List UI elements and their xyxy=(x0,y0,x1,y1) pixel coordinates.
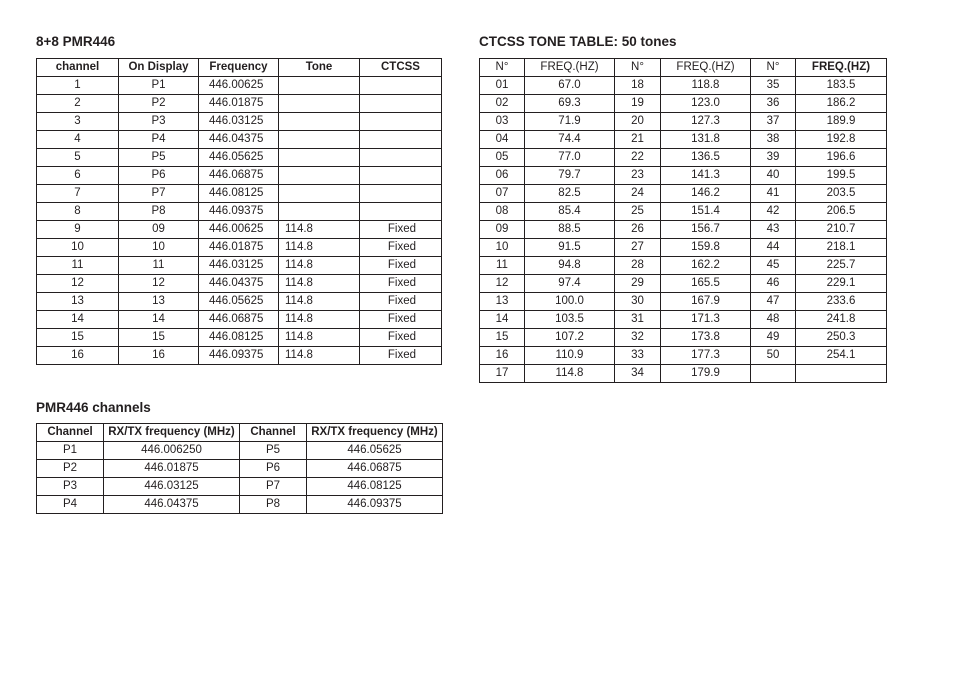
table-cell: 10 xyxy=(119,239,199,257)
table-cell: 165.5 xyxy=(661,275,751,293)
table-cell: 33 xyxy=(615,347,661,365)
table-row xyxy=(480,221,887,239)
table-cell: 446.01875 xyxy=(199,95,279,113)
column-header: FREQ.(HZ) xyxy=(525,59,615,77)
table-cell: 10 xyxy=(480,239,525,257)
table-cell: 22 xyxy=(615,149,661,167)
table-cell: 446.00625 xyxy=(199,77,279,95)
table-cell: P8 xyxy=(119,203,199,221)
table-cell: 97.4 xyxy=(525,275,615,293)
table-cell xyxy=(279,131,360,149)
table-cell: 446.09375 xyxy=(307,496,443,514)
column-header: RX/TX frequency (MHz) xyxy=(104,424,240,442)
table-cell xyxy=(360,77,442,95)
table-cell: 01 xyxy=(480,77,525,95)
table-cell: Fixed xyxy=(360,239,442,257)
table-row xyxy=(480,257,887,275)
table-row xyxy=(480,185,887,203)
table-cell: 39 xyxy=(751,149,796,167)
table-row xyxy=(480,95,887,113)
table-cell: 446.08125 xyxy=(307,478,443,496)
table-cell: 127.3 xyxy=(661,113,751,131)
table-cell: 82.5 xyxy=(525,185,615,203)
table-row xyxy=(480,311,887,329)
table-cell xyxy=(360,95,442,113)
table-cell: 18 xyxy=(615,77,661,95)
table-cell: 13 xyxy=(37,293,119,311)
table-cell: 446.05625 xyxy=(199,293,279,311)
table-cell xyxy=(279,167,360,185)
table-cell: 114.8 xyxy=(279,275,360,293)
table-cell: 5 xyxy=(37,149,119,167)
table-row xyxy=(37,293,442,311)
table-cell: 24 xyxy=(615,185,661,203)
table-cell: 16 xyxy=(119,347,199,365)
table-cell: 28 xyxy=(615,257,661,275)
column-header: Frequency xyxy=(199,59,279,77)
table-row xyxy=(37,203,442,221)
table-cell xyxy=(279,95,360,113)
table-row xyxy=(480,293,887,311)
column-header: FREQ.(HZ) xyxy=(796,59,887,77)
table-cell: 15 xyxy=(37,329,119,347)
table-cell: 225.7 xyxy=(796,257,887,275)
table-header-row xyxy=(480,59,887,77)
table-cell xyxy=(279,149,360,167)
table-cell: 446.06875 xyxy=(199,311,279,329)
table-cell: 74.4 xyxy=(525,131,615,149)
table-cell: P7 xyxy=(240,478,307,496)
table-cell: 146.2 xyxy=(661,185,751,203)
table-cell: 94.8 xyxy=(525,257,615,275)
table-cell: Fixed xyxy=(360,257,442,275)
table-cell: 46 xyxy=(751,275,796,293)
table-cell xyxy=(360,131,442,149)
table-cell: 12 xyxy=(37,275,119,293)
table-cell: 08 xyxy=(480,203,525,221)
table-cell: 13 xyxy=(119,293,199,311)
table-cell: 114.8 xyxy=(279,221,360,239)
table-cell: 27 xyxy=(615,239,661,257)
column-header: Channel xyxy=(240,424,307,442)
table-row xyxy=(37,113,442,131)
table-cell: 167.9 xyxy=(661,293,751,311)
column-header: CTCSS xyxy=(360,59,442,77)
table-cell: 12 xyxy=(480,275,525,293)
table-row xyxy=(37,131,442,149)
table-cell: 203.5 xyxy=(796,185,887,203)
table-cell: P8 xyxy=(240,496,307,514)
table-row xyxy=(37,167,442,185)
table-cell: 23 xyxy=(615,167,661,185)
table-cell: 446.05625 xyxy=(307,442,443,460)
pmr446-8plus8-title: 8+8 PMR446 xyxy=(36,34,116,49)
table-row xyxy=(37,221,442,239)
table-cell: 04 xyxy=(480,131,525,149)
table-row xyxy=(480,347,887,365)
table-cell: 79.7 xyxy=(525,167,615,185)
ctcss-tone-table-title: CTCSS TONE TABLE: 50 tones xyxy=(479,34,677,49)
table-cell: 71.9 xyxy=(525,113,615,131)
table-cell: P2 xyxy=(119,95,199,113)
table-cell: 07 xyxy=(480,185,525,203)
table-row xyxy=(37,460,443,478)
table-cell: 110.9 xyxy=(525,347,615,365)
table-cell: 446.03125 xyxy=(199,257,279,275)
table-cell: 20 xyxy=(615,113,661,131)
table-cell: 45 xyxy=(751,257,796,275)
table-cell: 30 xyxy=(615,293,661,311)
table-cell: 250.3 xyxy=(796,329,887,347)
table-cell: 446.05625 xyxy=(199,149,279,167)
table-row xyxy=(37,257,442,275)
table-cell: 36 xyxy=(751,95,796,113)
table-cell: 446.01875 xyxy=(199,239,279,257)
table-cell: 183.5 xyxy=(796,77,887,95)
table-cell: 11 xyxy=(37,257,119,275)
table-cell: 9 xyxy=(37,221,119,239)
table-cell: 6 xyxy=(37,167,119,185)
table-cell: 173.8 xyxy=(661,329,751,347)
table-cell: 446.08125 xyxy=(199,185,279,203)
table-cell: 03 xyxy=(480,113,525,131)
table-cell: P3 xyxy=(37,478,104,496)
table-cell: 14 xyxy=(119,311,199,329)
table-row xyxy=(480,113,887,131)
table-cell: P5 xyxy=(119,149,199,167)
table-cell: 09 xyxy=(119,221,199,239)
table-row xyxy=(480,131,887,149)
table-cell: 123.0 xyxy=(661,95,751,113)
table-cell: P4 xyxy=(119,131,199,149)
table-cell xyxy=(360,203,442,221)
table-cell: 44 xyxy=(751,239,796,257)
table-row xyxy=(37,77,442,95)
table-cell: Fixed xyxy=(360,329,442,347)
table-cell: 114.8 xyxy=(279,239,360,257)
table-cell: 103.5 xyxy=(525,311,615,329)
table-row xyxy=(480,167,887,185)
table-cell: 37 xyxy=(751,113,796,131)
table-cell: 177.3 xyxy=(661,347,751,365)
table-cell xyxy=(279,203,360,221)
table-cell: 114.8 xyxy=(279,347,360,365)
column-header: On Display xyxy=(119,59,199,77)
table-cell: 91.5 xyxy=(525,239,615,257)
table-cell: 8 xyxy=(37,203,119,221)
table-cell: 171.3 xyxy=(661,311,751,329)
table-cell: 446.04375 xyxy=(104,496,240,514)
column-header: N° xyxy=(615,59,661,77)
table-cell: 446.03125 xyxy=(104,478,240,496)
table-cell: 77.0 xyxy=(525,149,615,167)
table-cell xyxy=(360,167,442,185)
table-cell: P6 xyxy=(240,460,307,478)
table-cell: 446.01875 xyxy=(104,460,240,478)
pmr446-frequency-table xyxy=(36,423,443,514)
table-header-row xyxy=(37,424,443,442)
table-cell: 11 xyxy=(480,257,525,275)
table-cell: 12 xyxy=(119,275,199,293)
table-cell: 42 xyxy=(751,203,796,221)
table-cell: P6 xyxy=(119,167,199,185)
table-cell: P5 xyxy=(240,442,307,460)
table-cell: 446.04375 xyxy=(199,275,279,293)
table-cell: Fixed xyxy=(360,347,442,365)
table-cell: 05 xyxy=(480,149,525,167)
table-cell: 206.5 xyxy=(796,203,887,221)
table-cell: 35 xyxy=(751,77,796,95)
table-cell xyxy=(360,185,442,203)
table-cell: 26 xyxy=(615,221,661,239)
table-cell: 446.03125 xyxy=(199,113,279,131)
table-cell: 210.7 xyxy=(796,221,887,239)
table-cell: 13 xyxy=(480,293,525,311)
table-cell: 162.2 xyxy=(661,257,751,275)
table-cell: P4 xyxy=(37,496,104,514)
column-header: channel xyxy=(37,59,119,77)
column-header: RX/TX frequency (MHz) xyxy=(307,424,443,442)
table-cell: 241.8 xyxy=(796,311,887,329)
table-cell: 38 xyxy=(751,131,796,149)
table-cell: 118.8 xyxy=(661,77,751,95)
table-row xyxy=(480,329,887,347)
table-cell: 49 xyxy=(751,329,796,347)
column-header: N° xyxy=(480,59,525,77)
table-cell: 3 xyxy=(37,113,119,131)
table-cell: 31 xyxy=(615,311,661,329)
table-cell: 4 xyxy=(37,131,119,149)
table-cell: 17 xyxy=(480,365,525,383)
column-header: Tone xyxy=(279,59,360,77)
table-cell xyxy=(360,149,442,167)
table-cell: 16 xyxy=(480,347,525,365)
table-cell: Fixed xyxy=(360,311,442,329)
table-row xyxy=(480,365,887,383)
column-header: Channel xyxy=(37,424,104,442)
table-row xyxy=(37,275,442,293)
table-cell: 114.8 xyxy=(279,293,360,311)
table-cell: 446.00625 xyxy=(199,221,279,239)
table-cell: P1 xyxy=(37,442,104,460)
table-cell: 19 xyxy=(615,95,661,113)
table-cell: 114.8 xyxy=(525,365,615,383)
table-cell xyxy=(279,113,360,131)
table-cell: 14 xyxy=(37,311,119,329)
table-cell xyxy=(360,113,442,131)
table-cell: 69.3 xyxy=(525,95,615,113)
table-cell: 189.9 xyxy=(796,113,887,131)
table-cell: P2 xyxy=(37,460,104,478)
table-cell: 254.1 xyxy=(796,347,887,365)
table-cell: 218.1 xyxy=(796,239,887,257)
table-row xyxy=(480,239,887,257)
table-cell: 446.04375 xyxy=(199,131,279,149)
table-cell: 50 xyxy=(751,347,796,365)
table-cell: 114.8 xyxy=(279,257,360,275)
table-cell xyxy=(279,185,360,203)
table-cell: 29 xyxy=(615,275,661,293)
table-cell: 40 xyxy=(751,167,796,185)
table-row xyxy=(37,347,442,365)
table-cell: 25 xyxy=(615,203,661,221)
table-cell: 446.09375 xyxy=(199,347,279,365)
table-cell: Fixed xyxy=(360,293,442,311)
table-cell xyxy=(796,365,887,383)
table-row xyxy=(37,478,443,496)
table-cell: 15 xyxy=(480,329,525,347)
table-cell: Fixed xyxy=(360,275,442,293)
table-cell: 47 xyxy=(751,293,796,311)
pmr446-channels-title: PMR446 channels xyxy=(36,400,151,415)
table-cell: 107.2 xyxy=(525,329,615,347)
table-cell: 43 xyxy=(751,221,796,239)
table-cell xyxy=(279,77,360,95)
table-row xyxy=(480,149,887,167)
table-row xyxy=(37,149,442,167)
table-cell: 09 xyxy=(480,221,525,239)
table-cell: 41 xyxy=(751,185,796,203)
column-header: FREQ.(HZ) xyxy=(661,59,751,77)
table-cell: 34 xyxy=(615,365,661,383)
table-cell xyxy=(751,365,796,383)
column-header: N° xyxy=(751,59,796,77)
table-cell: 136.5 xyxy=(661,149,751,167)
table-row xyxy=(480,77,887,95)
table-cell: 199.5 xyxy=(796,167,887,185)
table-cell: 114.8 xyxy=(279,311,360,329)
table-cell: 02 xyxy=(480,95,525,113)
table-cell: 7 xyxy=(37,185,119,203)
table-row xyxy=(37,496,443,514)
table-cell: 446.06875 xyxy=(199,167,279,185)
table-cell: 85.4 xyxy=(525,203,615,221)
table-header-row xyxy=(37,59,442,77)
table-cell: 16 xyxy=(37,347,119,365)
table-cell: P7 xyxy=(119,185,199,203)
table-row xyxy=(37,95,442,113)
table-cell: 446.006250 xyxy=(104,442,240,460)
table-cell: 141.3 xyxy=(661,167,751,185)
table-cell: 186.2 xyxy=(796,95,887,113)
table-cell: 159.8 xyxy=(661,239,751,257)
table-cell: 2 xyxy=(37,95,119,113)
table-row xyxy=(480,203,887,221)
table-cell: 156.7 xyxy=(661,221,751,239)
table-cell: 446.08125 xyxy=(199,329,279,347)
table-cell: 14 xyxy=(480,311,525,329)
table-cell: 67.0 xyxy=(525,77,615,95)
table-cell: 48 xyxy=(751,311,796,329)
table-row xyxy=(37,239,442,257)
table-row xyxy=(480,275,887,293)
table-cell: 131.8 xyxy=(661,131,751,149)
table-cell: 88.5 xyxy=(525,221,615,239)
table-cell: 151.4 xyxy=(661,203,751,221)
table-cell: 11 xyxy=(119,257,199,275)
table-cell: 114.8 xyxy=(279,329,360,347)
table-cell: 100.0 xyxy=(525,293,615,311)
table-cell: 229.1 xyxy=(796,275,887,293)
table-cell: 446.09375 xyxy=(199,203,279,221)
pmr446-channel-table xyxy=(36,58,442,365)
table-cell: Fixed xyxy=(360,221,442,239)
table-row xyxy=(37,329,442,347)
table-cell: P1 xyxy=(119,77,199,95)
ctcss-tone-table xyxy=(479,58,887,383)
table-cell: 446.06875 xyxy=(307,460,443,478)
table-row xyxy=(37,442,443,460)
table-cell: 1 xyxy=(37,77,119,95)
table-cell: 179.9 xyxy=(661,365,751,383)
table-cell: 32 xyxy=(615,329,661,347)
table-cell: 21 xyxy=(615,131,661,149)
table-cell: P3 xyxy=(119,113,199,131)
table-cell: 15 xyxy=(119,329,199,347)
table-cell: 192.8 xyxy=(796,131,887,149)
table-row xyxy=(37,311,442,329)
table-cell: 233.6 xyxy=(796,293,887,311)
table-cell: 10 xyxy=(37,239,119,257)
table-cell: 06 xyxy=(480,167,525,185)
table-row xyxy=(37,185,442,203)
table-cell: 196.6 xyxy=(796,149,887,167)
